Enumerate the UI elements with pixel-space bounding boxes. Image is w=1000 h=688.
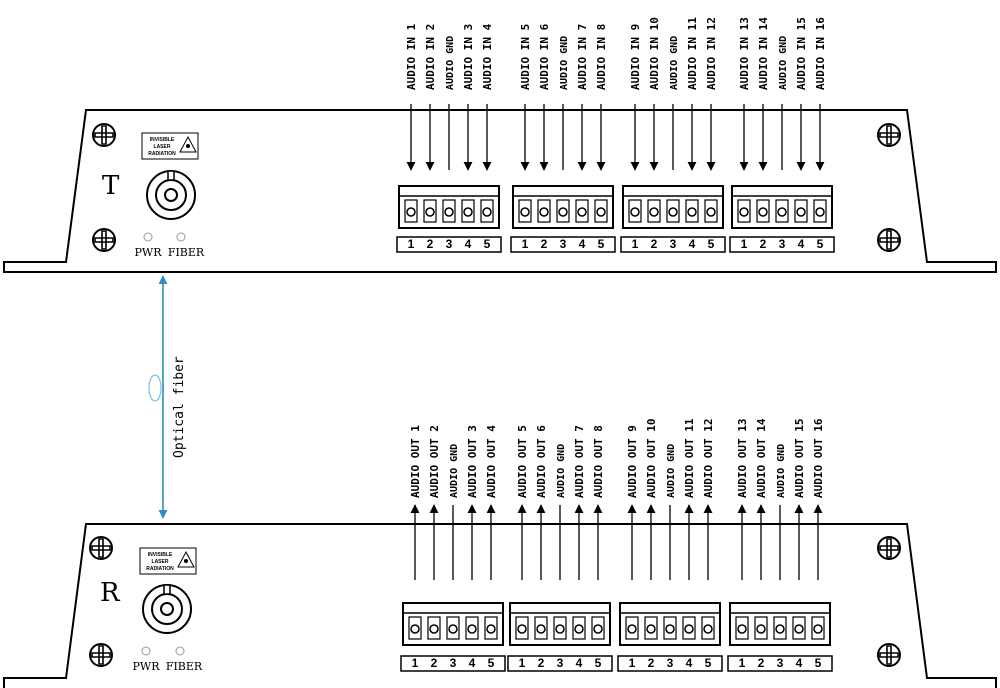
pin-number: 3: [666, 656, 674, 670]
terminal-group: [397, 23, 501, 252]
fiber-led-label: FIBER: [165, 660, 203, 673]
terminal-screw-icon[interactable]: [757, 625, 765, 633]
terminal-screw-icon[interactable]: [518, 625, 526, 633]
channel-label: AUDIO OUT 11: [683, 418, 696, 498]
warning-line-2: LASER: [151, 559, 169, 565]
terminal-screw-icon[interactable]: [795, 625, 803, 633]
channel-label: AUDIO OUT 14: [755, 418, 768, 498]
pin-number: 2: [537, 656, 545, 670]
channel-label: AUDIO IN 4: [481, 23, 494, 90]
terminal-screw-icon[interactable]: [647, 625, 655, 633]
terminal-group: [728, 418, 832, 671]
mounting-screw-icon: [878, 229, 900, 251]
laser-warning-label: [140, 548, 196, 574]
pin-number: 2: [650, 237, 658, 251]
channel-label: AUDIO OUT 10: [645, 418, 658, 498]
fiber-label: Optical fiber: [172, 356, 187, 458]
mounting-screw-icon: [93, 124, 115, 146]
terminal-screw-icon[interactable]: [797, 208, 805, 216]
mounting-screw-icon: [878, 124, 900, 146]
terminal-screw-icon[interactable]: [814, 625, 822, 633]
pin-number: 3: [778, 237, 786, 251]
channel-label: AUDIO OUT 9: [626, 425, 639, 498]
pin-number: 5: [816, 237, 824, 251]
terminal-screw-icon[interactable]: [631, 208, 639, 216]
channel-label: AUDIO IN 6: [538, 23, 551, 90]
channel-label: AUDIO OUT 6: [535, 425, 548, 498]
terminal-screw-icon[interactable]: [487, 625, 495, 633]
terminal-screw-icon[interactable]: [594, 625, 602, 633]
mounting-screw-icon: [878, 644, 900, 666]
channel-label: AUDIO IN 7: [576, 23, 589, 90]
transmitter-terminal-blocks: [397, 17, 834, 252]
terminal-screw-icon[interactable]: [449, 625, 457, 633]
pin-number: 2: [430, 656, 438, 670]
pin-number: 1: [411, 656, 419, 670]
channel-label: AUDIO IN 14: [757, 17, 770, 90]
pin-number: 2: [426, 237, 434, 251]
mounting-screw-icon: [878, 537, 900, 559]
channel-label: AUDIO IN 1: [405, 23, 418, 90]
terminal-screw-icon[interactable]: [521, 208, 529, 216]
channel-label: AUDIO OUT 3: [466, 425, 479, 498]
terminal-screw-icon[interactable]: [411, 625, 419, 633]
pin-number: 3: [556, 656, 564, 670]
channel-label: AUDIO IN 16: [814, 17, 827, 90]
pin-number: 1: [631, 237, 639, 251]
terminal-screw-icon[interactable]: [707, 208, 715, 216]
terminal-screw-icon[interactable]: [556, 625, 564, 633]
channel-label: AUDIO OUT 1: [409, 425, 422, 498]
pin-number: 5: [814, 656, 822, 670]
terminal-screw-icon[interactable]: [759, 208, 767, 216]
terminal-screw-icon[interactable]: [578, 208, 586, 216]
pin-number: 1: [521, 237, 529, 251]
pin-number: 1: [738, 656, 746, 670]
pin-number: 3: [669, 237, 677, 251]
terminal-screw-icon[interactable]: [407, 208, 415, 216]
terminal-screw-icon[interactable]: [426, 208, 434, 216]
channel-label: AUDIO OUT 7: [573, 425, 586, 498]
pin-number: 3: [559, 237, 567, 251]
fiber-port[interactable]: [147, 171, 195, 219]
optical-fiber-link: [149, 276, 187, 518]
mounting-screw-icon: [90, 537, 112, 559]
pin-number: 5: [597, 237, 605, 251]
pin-number: 4: [464, 237, 472, 251]
pin-number: 3: [445, 237, 453, 251]
pin-number: 2: [757, 656, 765, 670]
channel-label: AUDIO IN 8: [595, 23, 608, 90]
terminal-screw-icon[interactable]: [650, 208, 658, 216]
terminal-screw-icon[interactable]: [464, 208, 472, 216]
pin-number: 1: [407, 237, 415, 251]
terminal-screw-icon[interactable]: [597, 208, 605, 216]
terminal-screw-icon[interactable]: [628, 625, 636, 633]
receiver-unit: [4, 524, 996, 688]
pin-number: 4: [795, 656, 803, 670]
terminal-screw-icon[interactable]: [704, 625, 712, 633]
warning-line-2: LASER: [153, 144, 171, 150]
mounting-screw-icon: [90, 644, 112, 666]
channel-label: AUDIO IN 12: [705, 17, 718, 90]
pin-number: 4: [797, 237, 805, 251]
channel-label: AUDIO OUT 13: [736, 418, 749, 498]
terminal-group: [618, 418, 722, 671]
channel-label: AUDIO IN 10: [648, 17, 661, 90]
channel-label: AUDIO OUT 15: [793, 418, 806, 498]
pin-number: 2: [540, 237, 548, 251]
pin-number: 4: [468, 656, 476, 670]
warning-line-3: RADIATION: [148, 151, 176, 157]
terminal-screw-icon[interactable]: [540, 208, 548, 216]
channel-label: AUDIO GND: [669, 35, 680, 90]
channel-label: AUDIO GND: [666, 443, 677, 498]
laser-hazard-icon: [178, 552, 194, 567]
receiver-letter: R: [100, 578, 120, 608]
channel-label: AUDIO GND: [556, 443, 567, 498]
power-led-label: PWR: [134, 246, 162, 259]
channel-label: AUDIO GND: [776, 443, 787, 498]
warning-line-3: RADIATION: [146, 566, 174, 572]
pin-number: 5: [487, 656, 495, 670]
channel-label: AUDIO OUT 12: [702, 418, 715, 498]
pin-number: 5: [707, 237, 715, 251]
power-led: [133, 647, 161, 673]
terminal-screw-icon[interactable]: [669, 208, 677, 216]
channel-label: AUDIO IN 11: [686, 17, 699, 90]
pin-number: 4: [578, 237, 586, 251]
pin-number: 2: [647, 656, 655, 670]
channel-label: AUDIO OUT 4: [485, 425, 498, 498]
terminal-screw-icon[interactable]: [430, 625, 438, 633]
terminal-screw-icon[interactable]: [685, 625, 693, 633]
laser-warning-label: [142, 133, 198, 159]
fiber-led: [166, 647, 203, 673]
pin-number: 5: [704, 656, 712, 670]
fiber-led: [168, 233, 205, 259]
power-led-label: PWR: [132, 660, 160, 673]
terminal-screw-icon[interactable]: [468, 625, 476, 633]
pin-number: 1: [518, 656, 526, 670]
terminal-screw-icon[interactable]: [445, 208, 453, 216]
fiber-port[interactable]: [143, 585, 191, 633]
terminal-group: [730, 17, 834, 252]
channel-label: AUDIO GND: [445, 35, 456, 90]
receiver-terminal-blocks: [401, 418, 832, 671]
channel-label: AUDIO GND: [449, 443, 460, 498]
terminal-screw-icon[interactable]: [483, 208, 491, 216]
channel-label: AUDIO IN 2: [424, 23, 437, 90]
fiber-led-label: FIBER: [167, 246, 205, 259]
warning-line-1: INVISIBLE: [147, 552, 173, 558]
terminal-screw-icon[interactable]: [778, 208, 786, 216]
channel-label: AUDIO GND: [778, 35, 789, 90]
channel-label: AUDIO OUT 16: [812, 418, 825, 498]
channel-label: AUDIO IN 3: [462, 23, 475, 90]
pin-number: 2: [759, 237, 767, 251]
channel-label: AUDIO OUT 2: [428, 425, 441, 498]
terminal-screw-icon[interactable]: [559, 208, 567, 216]
warning-line-1: INVISIBLE: [149, 137, 175, 143]
terminal-screw-icon[interactable]: [666, 625, 674, 633]
terminal-screw-icon[interactable]: [575, 625, 583, 633]
pin-number: 1: [740, 237, 748, 251]
terminal-screw-icon[interactable]: [738, 625, 746, 633]
pin-number: 5: [483, 237, 491, 251]
terminal-group: [511, 23, 615, 252]
terminal-screw-icon[interactable]: [816, 208, 824, 216]
transmitter-letter: T: [102, 171, 120, 201]
pin-number: 4: [685, 656, 693, 670]
pin-number: 5: [594, 656, 602, 670]
terminal-group: [401, 425, 505, 671]
channel-label: AUDIO IN 9: [629, 23, 642, 90]
terminal-group: [508, 425, 612, 671]
terminal-screw-icon[interactable]: [688, 208, 696, 216]
laser-hazard-icon: [180, 137, 196, 152]
fiber-cable-icon: [149, 375, 161, 401]
terminal-screw-icon[interactable]: [740, 208, 748, 216]
pin-number: 4: [688, 237, 696, 251]
pin-number: 3: [449, 656, 457, 670]
mounting-screw-icon: [93, 229, 115, 251]
channel-label: AUDIO GND: [559, 35, 570, 90]
channel-label: AUDIO OUT 8: [592, 425, 605, 498]
power-led: [135, 233, 163, 259]
channel-label: AUDIO IN 15: [795, 17, 808, 90]
channel-label: AUDIO OUT 5: [516, 425, 529, 498]
pin-number: 4: [575, 656, 583, 670]
terminal-screw-icon[interactable]: [537, 625, 545, 633]
terminal-screw-icon[interactable]: [776, 625, 784, 633]
terminal-group: [621, 17, 725, 252]
pin-number: 1: [628, 656, 636, 670]
channel-label: AUDIO IN 13: [738, 17, 751, 90]
pin-number: 3: [776, 656, 784, 670]
channel-label: AUDIO IN 5: [519, 23, 532, 90]
